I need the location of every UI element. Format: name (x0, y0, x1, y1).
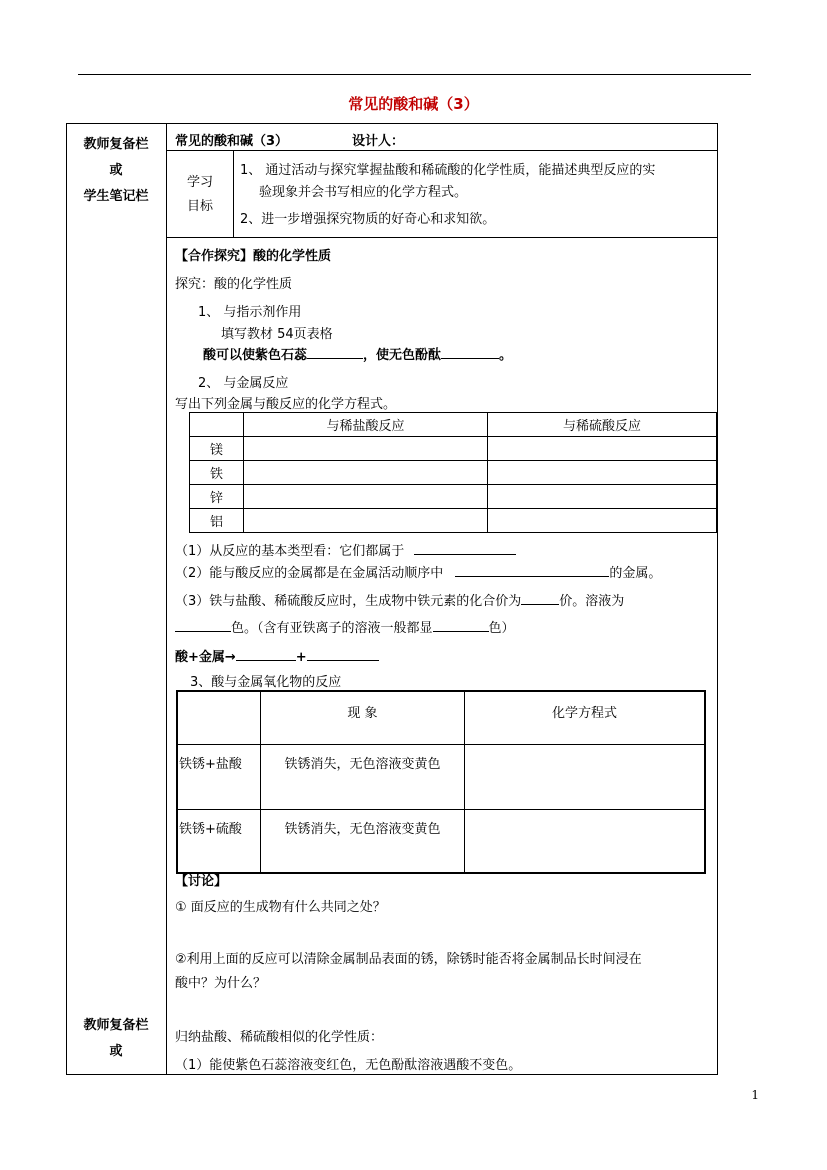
table-row (177, 745, 705, 810)
table-header-cell (177, 691, 261, 745)
general-formula (175, 646, 379, 665)
goals-label (166, 171, 234, 219)
question-1-text: （1）从反应的基本类型看：它们都属于 (175, 544, 405, 559)
metal-name-cell: 铁 (190, 461, 244, 485)
blank-ferrous-color[interactable] (433, 619, 489, 632)
blank-valence[interactable] (521, 592, 559, 605)
blank-activity-order[interactable] (455, 564, 609, 577)
metal-name-cell: 镁 (190, 437, 244, 461)
question-2-text-b: 的金属。 (609, 566, 662, 581)
question-3-text-b: 价。溶液为 (559, 594, 625, 609)
side-note-footer (66, 1013, 166, 1065)
table-row (190, 485, 717, 509)
explore-label: 探究：酸的化学性质 (175, 277, 293, 292)
blank-product-1[interactable] (236, 648, 296, 661)
discussion-1: ① 面反应的生成物有什么共同之处？ (175, 900, 386, 915)
question-3 (175, 590, 624, 609)
part-2-instruction: 写出下列金属与酸反应的化学方程式。 (175, 397, 397, 412)
side-label-1: 教师复备栏 (83, 137, 149, 152)
discussion-heading: 【讨论】 (175, 874, 228, 889)
table-row (190, 461, 717, 485)
table-header-row (177, 691, 705, 745)
discussion-2-line-2: 酸中？为什么？ (175, 976, 267, 991)
goal-1-line-2: 验现象并会书写相应的化学方程式。 (259, 185, 468, 200)
question-2 (175, 562, 661, 581)
summary-item-1: （1）能使紫色石蕊溶液变红色，无色酚酞溶液遇酸不变色。 (175, 1058, 522, 1073)
discussion-2 (175, 948, 642, 996)
equation-cell[interactable] (465, 810, 706, 874)
table-header-cell (190, 413, 244, 437)
goal-2: 2、进一步增强探究物质的好奇心和求知欲。 (240, 212, 496, 227)
goal-1-line-1: 1、 通过活动与探究掌握盐酸和稀硫酸的化学性质，能描述典型反应的实 (240, 163, 656, 178)
h2so4-equation-cell[interactable] (488, 509, 717, 533)
blank-phenolphthalein[interactable] (441, 346, 499, 359)
equation-cell[interactable] (465, 745, 706, 810)
metal-reaction-table (189, 412, 717, 533)
header-divider (166, 150, 717, 151)
table-header-cell: 与稀硫酸反应 (488, 413, 717, 437)
side-label-4: 教师复备栏 (83, 1018, 149, 1033)
side-label-2: 或 (109, 163, 123, 178)
metal-name-cell: 锌 (190, 485, 244, 509)
page-title: 常见的酸和碱（3） (348, 95, 479, 113)
part-1-instruction: 填写教材 54页表格 (221, 327, 333, 342)
table-row (177, 810, 705, 874)
column-divider (166, 123, 167, 1075)
oxide-reaction-table (176, 690, 706, 874)
goals-divider (166, 237, 717, 238)
metal-name-cell: 铝 (190, 509, 244, 533)
question-1 (175, 540, 516, 559)
top-rule (78, 74, 751, 75)
hcl-equation-cell[interactable] (244, 509, 488, 533)
phenomenon-cell: 铁锈消失，无色溶液变黄色 (261, 745, 465, 810)
phenomenon-cell: 铁锈消失，无色溶液变黄色 (261, 810, 465, 874)
hcl-equation-cell[interactable] (244, 437, 488, 461)
question-3-cont (175, 617, 515, 636)
goals-label-2: 目标 (186, 199, 213, 214)
table-row (190, 437, 717, 461)
blank-solution-color[interactable] (175, 619, 231, 632)
blank-litmus[interactable] (307, 346, 363, 359)
table-header-cell: 化学方程式 (465, 691, 706, 745)
hcl-equation-cell[interactable] (244, 485, 488, 509)
question-2-text-a: （2）能与酸反应的金属都是在金属活动顺序中 (175, 566, 444, 581)
topic-label: 常见的酸和碱（3） (175, 134, 289, 149)
goals-label-1: 学习 (186, 175, 213, 190)
indicator-text-c: 。 (499, 348, 513, 363)
designer-label: 设计人： (352, 134, 405, 149)
question-3-text-c: 色。（含有亚铁离子的溶液一般都显 (231, 621, 433, 636)
page-number: 1 (751, 1088, 759, 1102)
table-row (190, 509, 717, 533)
formula-text-b: + (295, 650, 307, 665)
part-1-heading: 1、 与指示剂作用 (198, 305, 302, 320)
reaction-name-cell: 铁锈+硫酸 (177, 810, 261, 874)
indicator-sentence (203, 344, 512, 363)
summary-heading: 归纳盐酸、稀硫酸相似的化学性质： (175, 1030, 384, 1045)
hcl-equation-cell[interactable] (244, 461, 488, 485)
part-3-heading: 3、酸与金属氧化物的反应 (190, 675, 342, 690)
discussion-2-line-1: ②利用上面的反应可以清除金属制品表面的锈，除锈时能否将金属制品长时间浸在 (175, 952, 642, 967)
table-header-cell: 现 象 (261, 691, 465, 745)
table-header-row (190, 413, 717, 437)
part-2-heading: 2、 与金属反应 (198, 376, 289, 391)
question-3-text-d: 色） (488, 621, 515, 636)
goal-1 (240, 160, 655, 204)
reaction-name-cell: 铁锈+盐酸 (177, 745, 261, 810)
indicator-text-a: 酸可以使紫色石蕊 (203, 348, 308, 363)
h2so4-equation-cell[interactable] (488, 461, 717, 485)
side-label-3: 学生笔记栏 (83, 189, 149, 204)
h2so4-equation-cell[interactable] (488, 437, 717, 461)
blank-product-2[interactable] (307, 648, 379, 661)
section-heading: 【合作探究】酸的化学性质 (175, 249, 332, 264)
side-note-header (66, 132, 166, 210)
table-header-cell: 与稀盐酸反应 (244, 413, 488, 437)
question-3-text-a: （3）铁与盐酸、稀硫酸反应时，生成物中铁元素的化合价为 (175, 594, 522, 609)
formula-text-a: 酸+金属→ (175, 650, 236, 665)
h2so4-equation-cell[interactable] (488, 485, 717, 509)
indicator-text-b: ，使无色酚酞 (363, 348, 442, 363)
side-label-5: 或 (109, 1044, 123, 1059)
blank-reaction-type[interactable] (414, 542, 516, 555)
